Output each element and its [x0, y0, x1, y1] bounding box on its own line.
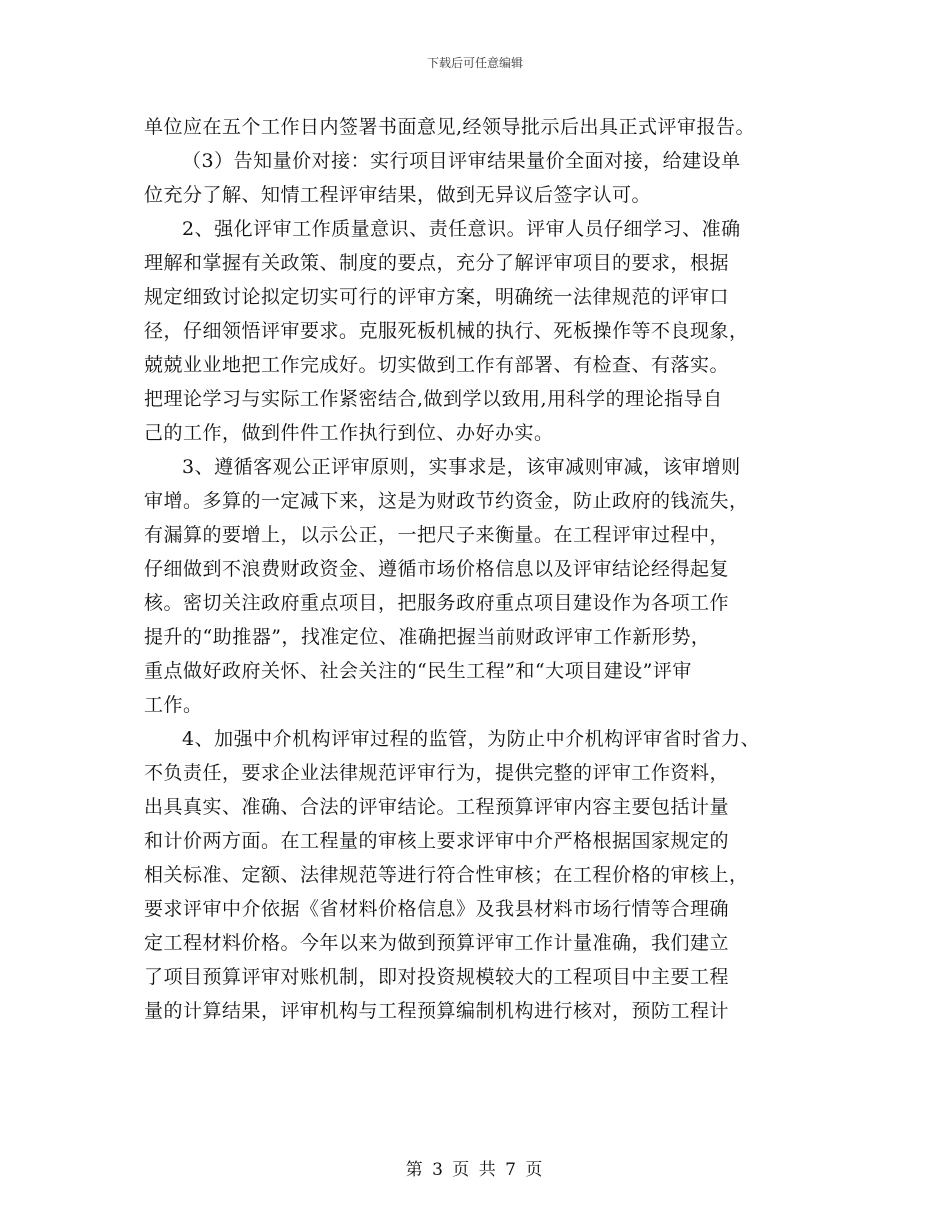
text-line: 兢兢业业地把工作完成好。切实做到工作有部署、有检查、有落实。 — [144, 354, 730, 376]
text-line: 核。密切关注政府重点项目，把服务政府重点项目建设作为各项工作 — [144, 592, 730, 614]
text-line: 己的工作，做到件件工作执行到位、办好办实。 — [144, 422, 554, 444]
paragraph-start-line: 2、强化评审工作质量意识、责任意识。评审人员仔细学习、准确 — [182, 218, 741, 240]
text-line: 单位应在五个工作日内签署书面意见,经领导批示后出具正式评审报告。 — [144, 116, 756, 138]
text-line: 规定细致讨论拟定切实可行的评审方案，明确统一法律规范的评审口 — [144, 286, 730, 308]
text-line: 要求评审中介依据《省材料价格信息》及我县材料市场行情等合理确 — [144, 898, 730, 920]
paragraph-start-line: （3）告知量价对接：实行项目评审结果量价全面对接，给建设单 — [182, 150, 741, 172]
text-line: 量的计算结果，评审机构与工程预算编制机构进行核对，预防工程计 — [144, 1000, 730, 1022]
text-line: 不负责任，要求企业法律规范评审行为，提供完整的评审工作资料， — [144, 762, 730, 784]
text-line: 了项目预算评审对账机制，即对投资规模较大的工程项目中主要工程 — [144, 966, 730, 988]
page-number-footer: 第 3 页 共 7 页 — [405, 1160, 545, 1180]
text-line: 审增。多算的一定减下来，这是为财政节约资金，防止政府的钱流失， — [144, 490, 749, 512]
text-line: 理解和掌握有关政策、制度的要点，充分了解评审项目的要求，根据 — [144, 252, 730, 274]
page-header: 下载后可任意编辑 — [426, 56, 523, 70]
text-line: 相关标准、定额、法律规范等进行符合性审核；在工程价格的审核上， — [144, 864, 749, 886]
text-line: 工作。 — [144, 694, 203, 716]
text-line: 和计价两方面。在工程量的审核上要求评审中介严格根据国家规定的 — [144, 830, 730, 852]
document-body — [144, 110, 824, 1028]
text-line: 位充分了解、知情工程评审结果，做到无异议后签字认可。 — [144, 184, 652, 206]
paragraph-start-line: 3、遵循客观公正评审原则，实事求是，该审减则审减，该审增则 — [182, 456, 741, 478]
text-line: 仔细做到不浪费财政资金、遵循市场价格信息以及评审结论经得起复 — [144, 558, 730, 580]
text-line: 重点做好政府关怀、社会关注的“民生工程”和“大项目建设”评审 — [144, 660, 692, 682]
text-line: 提升的“助推器”，找准定位、准确把握当前财政评审工作新形势， — [144, 626, 711, 648]
text-line: 出具真实、准确、合法的评审结论。工程预算评审内容主要包括计量 — [144, 796, 730, 818]
paragraph-start-line: 4、加强中介机构评审过程的监管，为防止中介机构评审省时省力、 — [182, 728, 761, 750]
text-line: 把理论学习与实际工作紧密结合,做到学以致用,用科学的理论指导自 — [144, 388, 723, 410]
text-line: 径，仔细领悟评审要求。克服死板机械的执行、死板操作等不良现象， — [144, 320, 749, 342]
text-line: 定工程材料价格。今年以来为做到预算评审工作计量准确，我们建立 — [144, 932, 730, 954]
text-line: 有漏算的要增上，以示公正，一把尺子来衡量。在工程评审过程中， — [144, 524, 730, 546]
